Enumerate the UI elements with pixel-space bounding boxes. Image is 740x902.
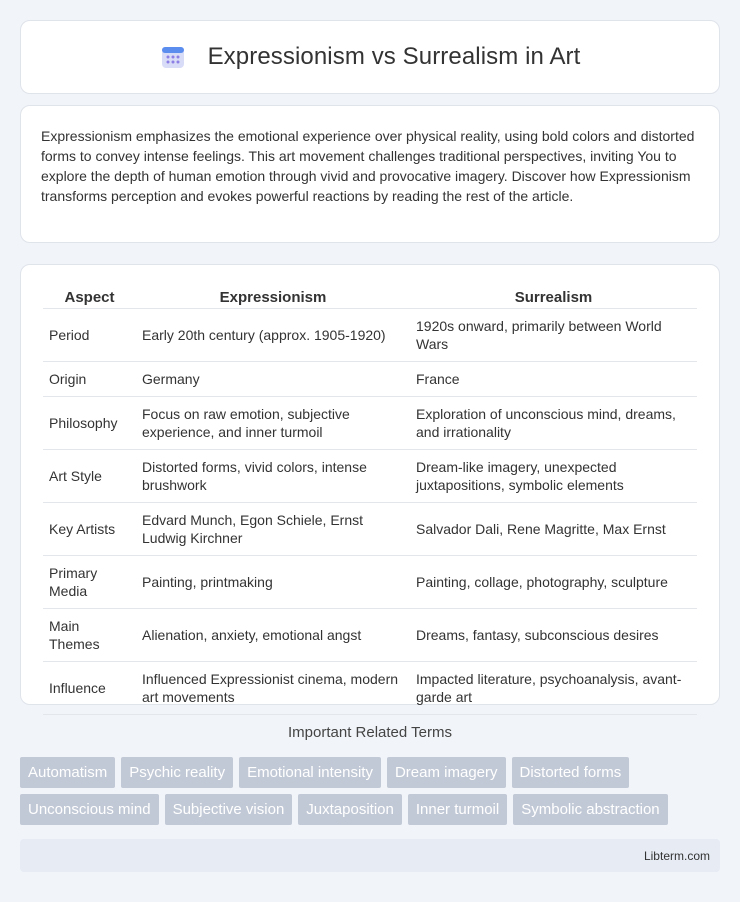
cell-surrealism: 1920s onward, primarily between World Wars: [410, 309, 697, 362]
intro-card: [20, 105, 720, 243]
cell-expressionism: Distorted forms, vivid colors, intense brushwork: [136, 450, 410, 503]
calendar-icon: [160, 44, 186, 70]
table-header-row: [43, 285, 697, 309]
tag-emotional-intensity[interactable]: Emotional intensity: [239, 757, 381, 788]
cell-aspect: Key Artists: [43, 503, 136, 556]
comparison-table: [43, 285, 697, 715]
related-terms-tags: [20, 757, 724, 831]
cell-aspect: Philosophy: [43, 397, 136, 450]
cell-surrealism: Dreams, fantasy, subconscious desires: [410, 609, 697, 662]
footer-site-link[interactable]: Libterm.com: [643, 848, 710, 863]
table-row: [43, 503, 697, 556]
cell-aspect: Primary Media: [43, 556, 136, 609]
cell-surrealism: Exploration of unconscious mind, dreams, and irrationality: [410, 397, 697, 450]
tag-distorted-forms[interactable]: Distorted forms: [512, 757, 630, 788]
header-card: [20, 20, 720, 94]
cell-surrealism: Salvador Dali, Rene Magritte, Max Ernst: [410, 503, 697, 556]
cell-surrealism: Impacted literature, psychoanalysis, avant-garde art: [410, 662, 697, 715]
tag-dream-imagery[interactable]: Dream imagery: [387, 757, 506, 788]
tag-symbolic-abstraction[interactable]: Symbolic abstraction: [513, 794, 667, 825]
related-terms-title: Important Related Terms: [288, 724, 452, 741]
tag-row: [20, 794, 724, 825]
tag-subjective-vision[interactable]: Subjective vision: [165, 794, 293, 825]
tag-juxtaposition[interactable]: Juxtaposition: [298, 794, 402, 825]
tag-automatism[interactable]: Automatism: [20, 757, 115, 788]
table-row: [43, 662, 697, 715]
cell-aspect: Period: [43, 309, 136, 362]
cell-expressionism: Early 20th century (approx. 1905-1920): [136, 309, 410, 362]
cell-expressionism: Germany: [136, 362, 410, 397]
table-row: [43, 397, 697, 450]
table-row: [43, 309, 697, 362]
tag-row: [20, 757, 724, 788]
table-row: [43, 609, 697, 662]
cell-aspect: Main Themes: [43, 609, 136, 662]
cell-surrealism: Dream-like imagery, unexpected juxtapositions, symbolic elements: [410, 450, 697, 503]
cell-aspect: Art Style: [43, 450, 136, 503]
page-title: Expressionism vs Surrealism in Art: [207, 43, 581, 70]
cell-expressionism: Influenced Expressionist cinema, modern art movements: [136, 662, 410, 715]
tag-psychic-reality[interactable]: Psychic reality: [121, 757, 233, 788]
table-row: [43, 362, 697, 397]
cell-expressionism: Focus on raw emotion, subjective experience, and inner turmoil: [136, 397, 410, 450]
cell-surrealism: Painting, collage, photography, sculpture: [410, 556, 697, 609]
intro-paragraph: Expressionism emphasizes the emotional experience over physical reality, using bold colors and distorted forms to convey intense feelings. This art movement challenges traditional perspectives, inviting You to explore the depth of human emotion through vivid and provocative imagery. Discover how Expressionism transforms perception and evokes powerful reactions by reading the rest of the article.: [41, 128, 695, 204]
cell-aspect: Origin: [43, 362, 136, 397]
tag-inner-turmoil[interactable]: Inner turmoil: [408, 794, 507, 825]
cell-aspect: Influence: [43, 662, 136, 715]
comparison-table-card: [20, 264, 720, 705]
header-surrealism: Surrealism: [410, 285, 697, 309]
table-row: [43, 556, 697, 609]
cell-expressionism: Edvard Munch, Egon Schiele, Ernst Ludwig Kirchner: [136, 503, 410, 556]
table-row: [43, 450, 697, 503]
header-aspect: Aspect: [43, 285, 136, 309]
footer: [20, 839, 720, 872]
header-expressionism: Expressionism: [136, 285, 410, 309]
tag-unconscious-mind[interactable]: Unconscious mind: [20, 794, 159, 825]
cell-expressionism: Alienation, anxiety, emotional angst: [136, 609, 410, 662]
cell-expressionism: Painting, printmaking: [136, 556, 410, 609]
cell-surrealism: France: [410, 362, 697, 397]
